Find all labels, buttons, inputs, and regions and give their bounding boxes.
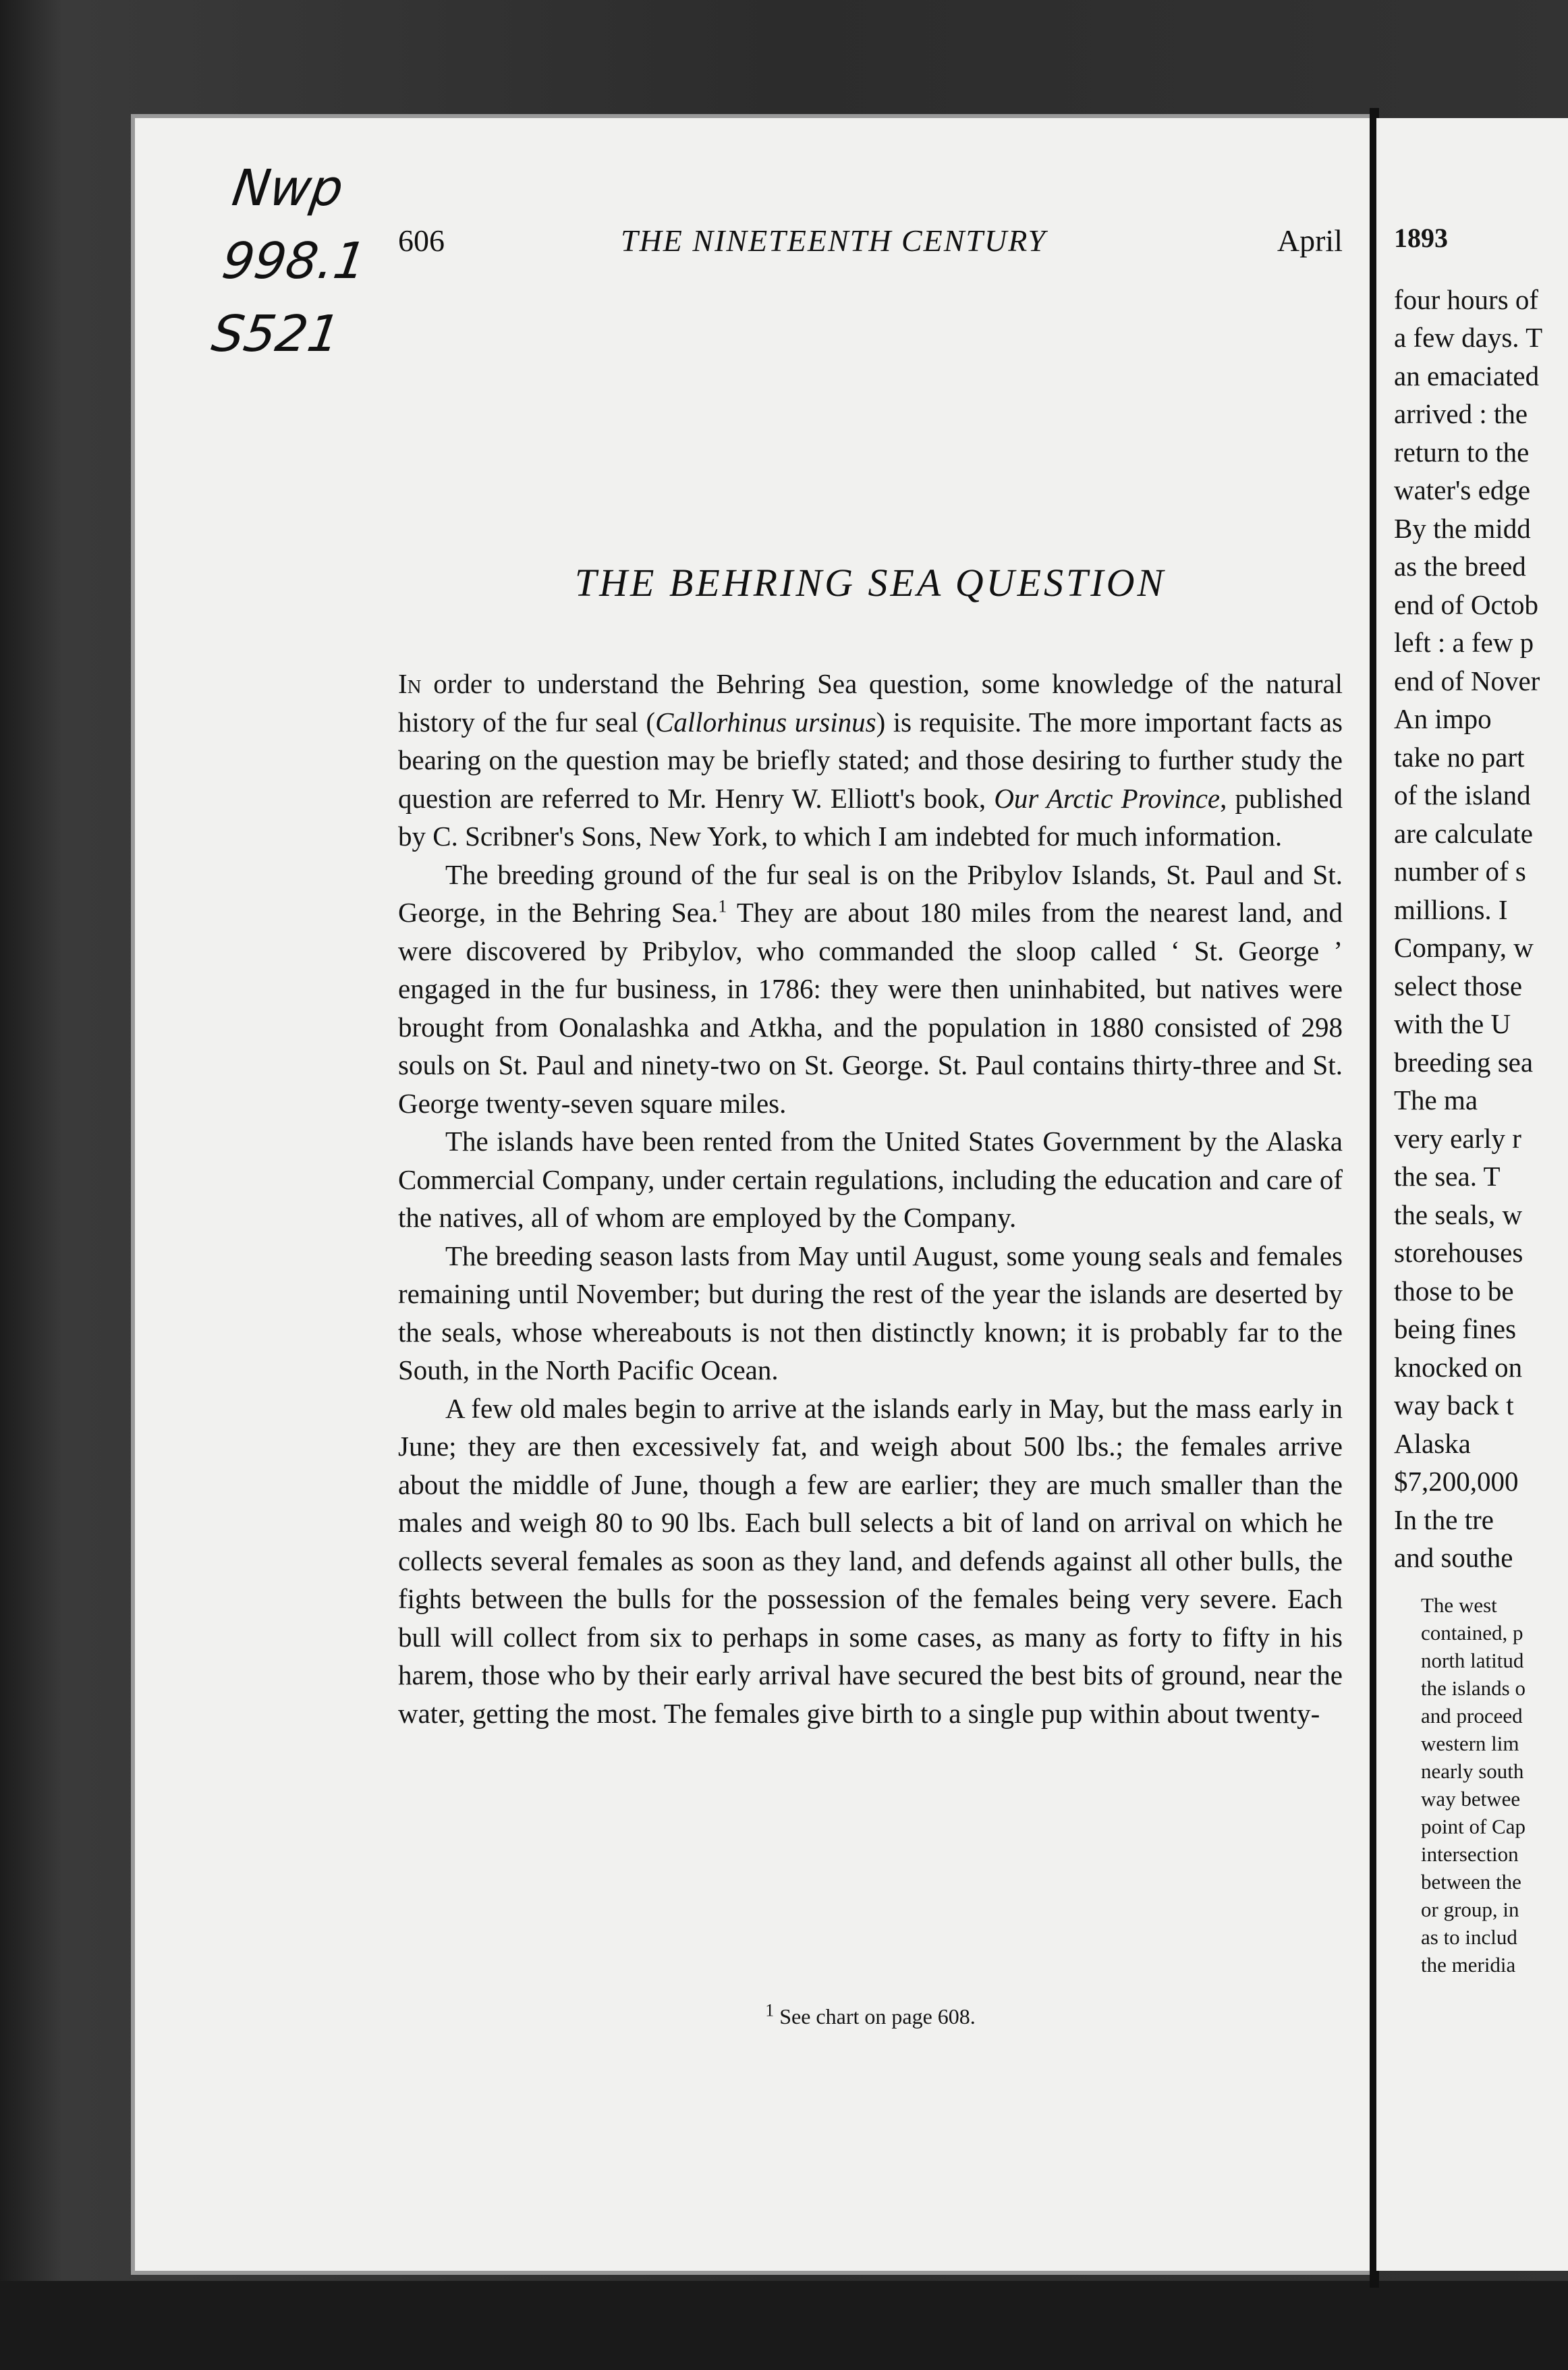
next-page-line: The ma (1394, 1084, 1478, 1115)
next-page-line: end of Octob (1394, 588, 1539, 620)
article-body (398, 665, 1343, 1732)
next-page-line: as the breed (1394, 551, 1526, 582)
handwritten-line: Nwp (229, 159, 347, 217)
next-page-line: select those (1394, 970, 1523, 1001)
next-page-note-line: as to includ (1421, 1925, 1517, 1949)
next-page-note-line: north latitud (1421, 1649, 1524, 1672)
next-page-line: number of s (1394, 856, 1526, 887)
footnote (398, 2000, 1343, 2029)
next-page-line: millions. I (1394, 893, 1508, 925)
next-page-line: left : a few p (1394, 627, 1534, 658)
next-page-line: An impo (1394, 703, 1492, 734)
next-page-note-line: The west (1421, 1593, 1497, 1617)
next-page-line: way back t (1394, 1389, 1514, 1421)
text-run: order to understand the Behring Sea question, some knowledge of the natural history of the fur seal ( (398, 668, 1343, 738)
handwritten-line: S521 (208, 305, 344, 363)
issue-month: April (1277, 223, 1343, 258)
next-page-column (1394, 219, 1568, 1577)
next-page-note-line: and proceed (1421, 1704, 1523, 1728)
species-name: Callorhinus ursinus (655, 706, 876, 738)
footnote-text: See chart on page 608. (774, 2004, 976, 2029)
paragraph: The breeding season lasts from May until August, some young seals and females remaining until November; but during the rest of the year the islands are deserted by the seals, whose whereabouts is not then distinctly known; it is probably far to the South, in the North Pacific Ocean. (398, 1240, 1343, 1385)
paragraph (398, 856, 1343, 1123)
text-run: They are about 180 miles from the nearest land, and were discovered by Pribylov, who commanded the sloop called ‘ St. George ’ engaged in the fur business, in 1786: they were then uninhabited, but natives were brought from Oonalashka and Atkha, and the population in 1880 consisted of 298 souls on St. Paul and ninety-two on St. George. St. Paul contains thirty-three and St. George twenty-seven square miles. (398, 897, 1343, 1119)
next-page-note-line: intersection (1421, 1842, 1519, 1866)
next-page-line: and southe (1394, 1542, 1513, 1573)
book-title: Our Arctic Province (994, 782, 1221, 814)
next-page-line: take no part (1394, 741, 1525, 773)
next-page-footnotes (1421, 1591, 1568, 1979)
paragraph: The islands have been rented from the United States Government by the Alaska Commercial Company, under certain regulations, including the education and care of the natives, all of whom are employed by the Company. (398, 1126, 1343, 1233)
next-page-line: storehouses (1394, 1237, 1523, 1268)
next-page-year: 1893 (1394, 223, 1448, 253)
next-page-line: the seals, w (1394, 1198, 1523, 1230)
scan-bottom-edge (0, 2281, 1568, 2370)
next-page-line: of the island (1394, 779, 1531, 810)
handwritten-call-number (207, 152, 400, 370)
article-title: THE BEHRING SEA QUESTION (574, 561, 1167, 605)
next-page-line: are calculate (1394, 817, 1533, 849)
next-page-line: breeding sea (1394, 1046, 1534, 1078)
next-page-line: with the U (1394, 1008, 1511, 1039)
next-page-line: $7,200,000 (1394, 1466, 1519, 1497)
text-run: ) is requisite. The more important facts as bearing on the question may be briefly stated; and those desiring to further study the question are referred to Mr. Henry W. Elliott's book, (398, 706, 1343, 814)
footnote-mark: 1 (765, 2000, 775, 2020)
text-run: , published by C. Scribner's Sons, New York, to which I am indebted for much information. (398, 782, 1343, 852)
next-page-line: end of Nover (1394, 665, 1540, 696)
next-page-line: a few days. T (1394, 322, 1543, 353)
journal-title: THE NINETEENTH CENTURY (621, 223, 1047, 258)
next-page-note-line: the islands o (1421, 1676, 1525, 1700)
next-page-note-line: point of Cap (1421, 1815, 1525, 1838)
next-page-line: Company, w (1394, 932, 1534, 963)
next-page-note-line: way betwee (1421, 1787, 1521, 1811)
next-page-note-line: or group, in (1421, 1898, 1519, 1921)
next-page-note-line: the meridia (1421, 1953, 1516, 1977)
footnote-reference: 1 (718, 896, 727, 916)
next-page-note-line: contained, p (1421, 1621, 1523, 1645)
next-page-lines (1394, 281, 1568, 1577)
handwritten-line: 998.1 (218, 232, 370, 290)
paragraph: A few old males begin to arrive at the islands early in May, but the mass early in June; they are then excessively fat, and weigh about 500 lbs.; the females arrive about the middle of June, though a few are earlier; they are much smaller than the males and weigh 80 to 90 lbs. Each bull selects a bit of land on arrival on which he collects several females as soon as they land, and defends against all other bulls, the fights between the bulls for the possession of the females being very severe. Each bull will collect from six to perhaps in some cases, as many as forty to fifty in his harem, those who by their early arrival have secured the best bits of ground, near the water, getting the most. The females give birth to a single pup within about twenty- (398, 1392, 1343, 1729)
text-run: The breeding ground of the fur seal is on the Pribylov Islands, St. Paul and St. George, in the Behring Sea. (398, 858, 1343, 928)
next-page-line: four hours of (1394, 283, 1539, 315)
next-page-line: an emaciated (1394, 360, 1540, 391)
next-page-line: water's edge (1394, 474, 1531, 505)
drop-cap: In (398, 668, 422, 699)
next-page-line: arrived : the (1394, 398, 1528, 429)
next-page-line: being fines (1394, 1313, 1517, 1344)
next-page-line: Alaska (1394, 1427, 1471, 1459)
paragraph (398, 665, 1343, 856)
next-page-line: return to the (1394, 436, 1530, 468)
running-head (398, 223, 1343, 270)
next-page-line: the sea. T (1394, 1161, 1501, 1192)
next-page-line: knocked on (1394, 1351, 1523, 1383)
next-page-line: those to be (1394, 1275, 1514, 1306)
next-page-line: very early r (1394, 1122, 1521, 1154)
next-page-note-line: western lim (1421, 1732, 1519, 1755)
next-page-line: By the midd (1394, 512, 1531, 544)
next-page-note-line: nearly south (1421, 1759, 1524, 1783)
page-number: 606 (398, 223, 445, 258)
next-page-line: In the tre (1394, 1504, 1494, 1535)
next-page-note-line: between the (1421, 1870, 1521, 1894)
